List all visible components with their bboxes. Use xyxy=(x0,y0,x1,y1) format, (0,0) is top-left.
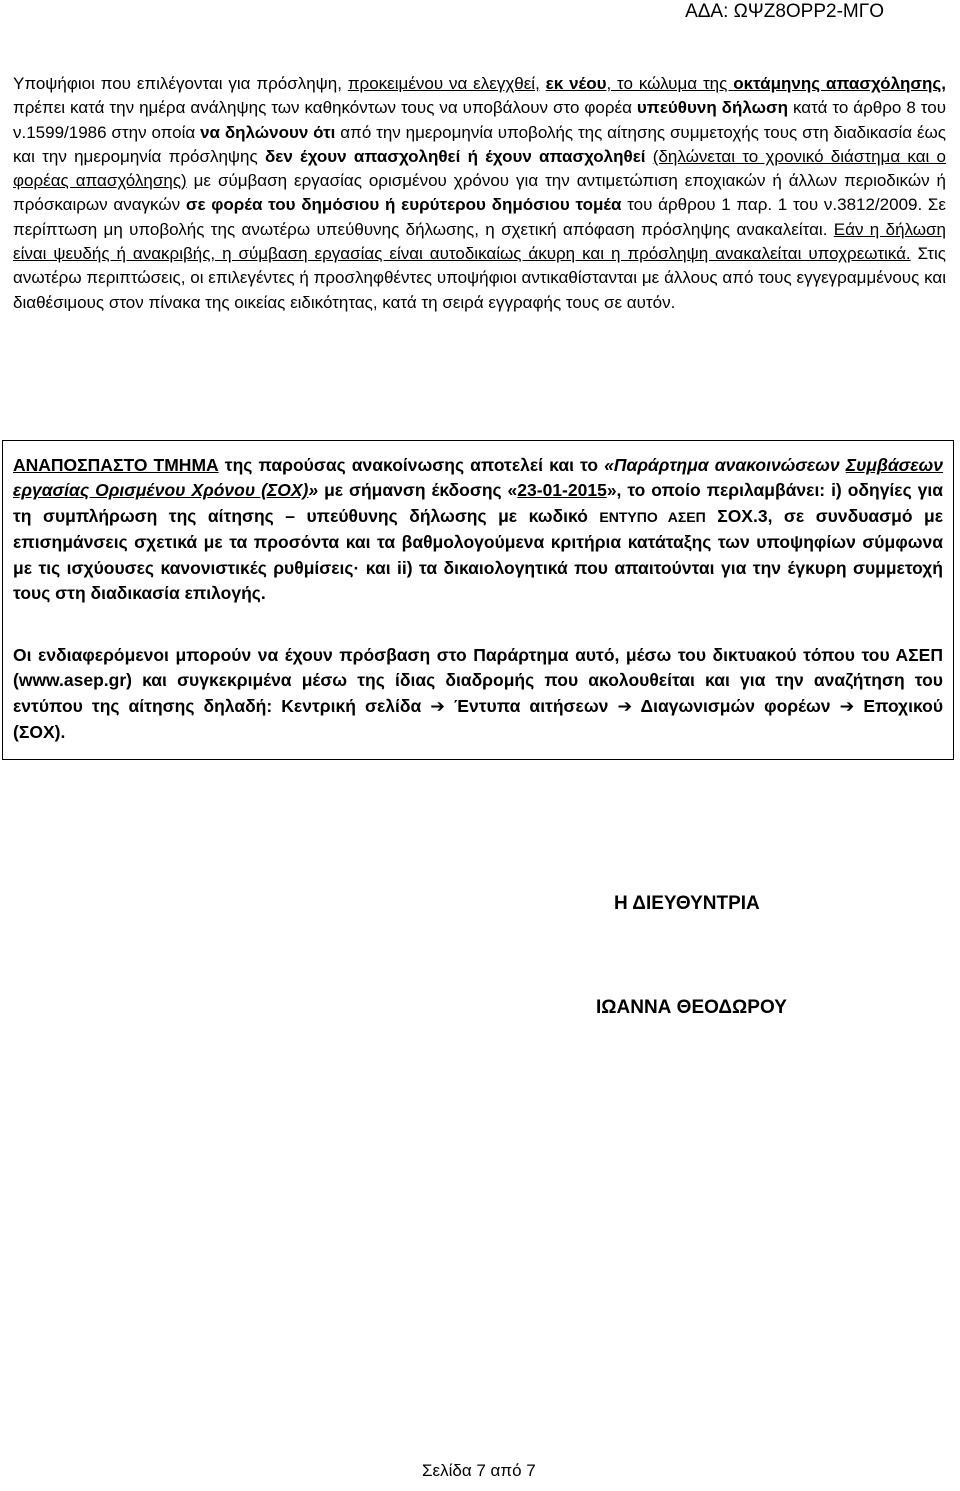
text-bold: δεν έχουν απασχοληθεί ή έχουν απασχοληθεί xyxy=(264,146,646,166)
ada-code: ΑΔΑ: ΩΨΖ8ΟΡΡ2-ΜΓΟ xyxy=(685,1,884,22)
text-underlined: 23-01-2015 xyxy=(517,480,607,501)
text-bold: υπεύθυνη δήλωση xyxy=(636,98,788,118)
nav-home: Κεντρική σελίδα xyxy=(281,695,422,716)
text-underlined: , το κώλυμα της xyxy=(606,74,734,93)
text-bold: να δηλώνουν ότι xyxy=(200,122,336,142)
text-bold-underlined: οκτάμηνης απασχόλησης, xyxy=(733,74,946,93)
text-bold: σε φορέα του δημόσιου ή ευρύτερου δημόσιου τομέα xyxy=(185,195,622,215)
signature-name: ΙΩΑΝΝΑ ΘΕΟΔΩΡΟΥ xyxy=(596,997,787,1018)
text-italic-underlined: Συμβάσεων εργασίας Ορισμένου Χρόνου (ΣΟΧ) xyxy=(13,455,944,501)
text: με σύμβαση εργασίας ορισμένου χρόνου για την αντιμετώπιση εποχιακών ή άλλων περιοδικών ή πρόσκαιρων αναγκών xyxy=(13,171,946,215)
nav-seasonal: Εποχικού (ΣΟΧ). xyxy=(13,695,944,743)
signature-title: Η ΔΙΕΥΘΥΝΤΡΙΑ xyxy=(614,893,760,914)
text: της παρούσας ανακοίνωσης αποτελεί και το xyxy=(218,455,605,475)
nav-forms: Έντυπα αιτήσεων xyxy=(454,695,609,716)
text-underlined: ΑΝΑΠΟΣΠΑΣΤΟ ΤΜΗΜΑ xyxy=(13,455,219,475)
arrow-right-icon: ➔ xyxy=(430,696,445,717)
text: ΣΟΧ.3, σε συνδυασμό με επισημάνσεις σχετικά με τα προσόντα και τα βαθμολογούμενα κριτήρια κατάταξης των υποψηφίων σύμφωνα με τις ισχύουσες κανονιστικές ρυθμίσεις· και ii) τα δικαιολογητικά που απαιτούνται για την έγκυρη συμμετοχή τους στη διαδικασία επιλογής. xyxy=(13,505,944,604)
text-underlined: προκειμένου να ελεγχθεί, xyxy=(347,74,540,93)
text-italic: » xyxy=(308,480,319,501)
page-number: Σελίδα 7 από 7 xyxy=(422,1461,536,1480)
text-small: ΕΝΤΥΠΟ ΑΣΕΠ xyxy=(599,508,706,525)
text-underlined: Εάν η δήλωση είναι ψευδής ή ανακριβής, η σύμβαση εργασίας είναι αυτοδικαίως άκυρη και η πρόσληψη ανακαλείται υποχρεωτικά. xyxy=(13,219,946,264)
text: », το οποίο περιλαμβάνει: i) οδηγίες για τη συμπλήρωση της αίτησης – υπεύθυνης δήλωσης με κωδικό xyxy=(13,480,943,526)
paragraph-annex xyxy=(13,453,943,606)
text: πρέπει κατά την ημέρα ανάληψης των καθηκόντων τους να υποβάλουν στο φορέα xyxy=(13,98,637,118)
paragraph-access xyxy=(13,643,943,746)
arrow-right-icon: ➔ xyxy=(839,696,855,717)
text: Οι ενδιαφερόμενοι μπορούν να έχουν πρόσβαση στο Παράρτημα αυτό, μέσω του δικτυακού τόπου του ΑΣΕΠ (www.asep.gr) και συγκεκριμένα μέσω της ίδιας διαδρομής που ακολουθείται και για την αναζήτηση του εντύπου της αίτησης δηλαδή: xyxy=(13,645,943,716)
text-bold-underlined: εκ νέου xyxy=(545,74,607,93)
text: Υποψήφιοι που επιλέγονται για πρόσληψη, xyxy=(13,74,348,93)
text: με σήμανση έκδοσης « xyxy=(318,480,518,501)
text xyxy=(646,147,653,166)
text: από την ημερομηνία υποβολής της αίτησης συμμετοχής τους στη διαδικασία έως και την ημερομηνία πρόσληψης xyxy=(13,122,947,166)
text-underlined: (δηλώνεται το χρονικό διάστημα και ο φορέας απασχόλησης) xyxy=(13,146,947,191)
text: κατά το άρθρο 8 του ν.1599/1986 στην οποία xyxy=(13,98,946,142)
text: του άρθρου 1 παρ. 1 του ν.3812/2009. Σε περίπτωση μη υποβολής της ανωτέρω υπεύθυνης δήλωσης, η σχετική απόφαση πρόσληψης ανακαλείται. xyxy=(13,195,946,239)
text: Στις ανωτέρω περιπτώσεις, οι επιλεγέντες ή προσληφθέντες υποψήφιοι αντικαθίστανται με άλλους από τους εγγεγραμμένους και διαθέσιμους στον πίνακα της οικείας ειδικότητας, κατά τη σειρά εγγραφής τους σε αυτόν. xyxy=(13,244,946,312)
nav-competitions: Διαγωνισμών φορέων xyxy=(640,695,831,716)
paragraph-declaration xyxy=(13,72,946,315)
text-italic: «Παράρτημα ανακοινώσεων xyxy=(604,455,846,475)
arrow-right-icon: ➔ xyxy=(617,696,633,717)
